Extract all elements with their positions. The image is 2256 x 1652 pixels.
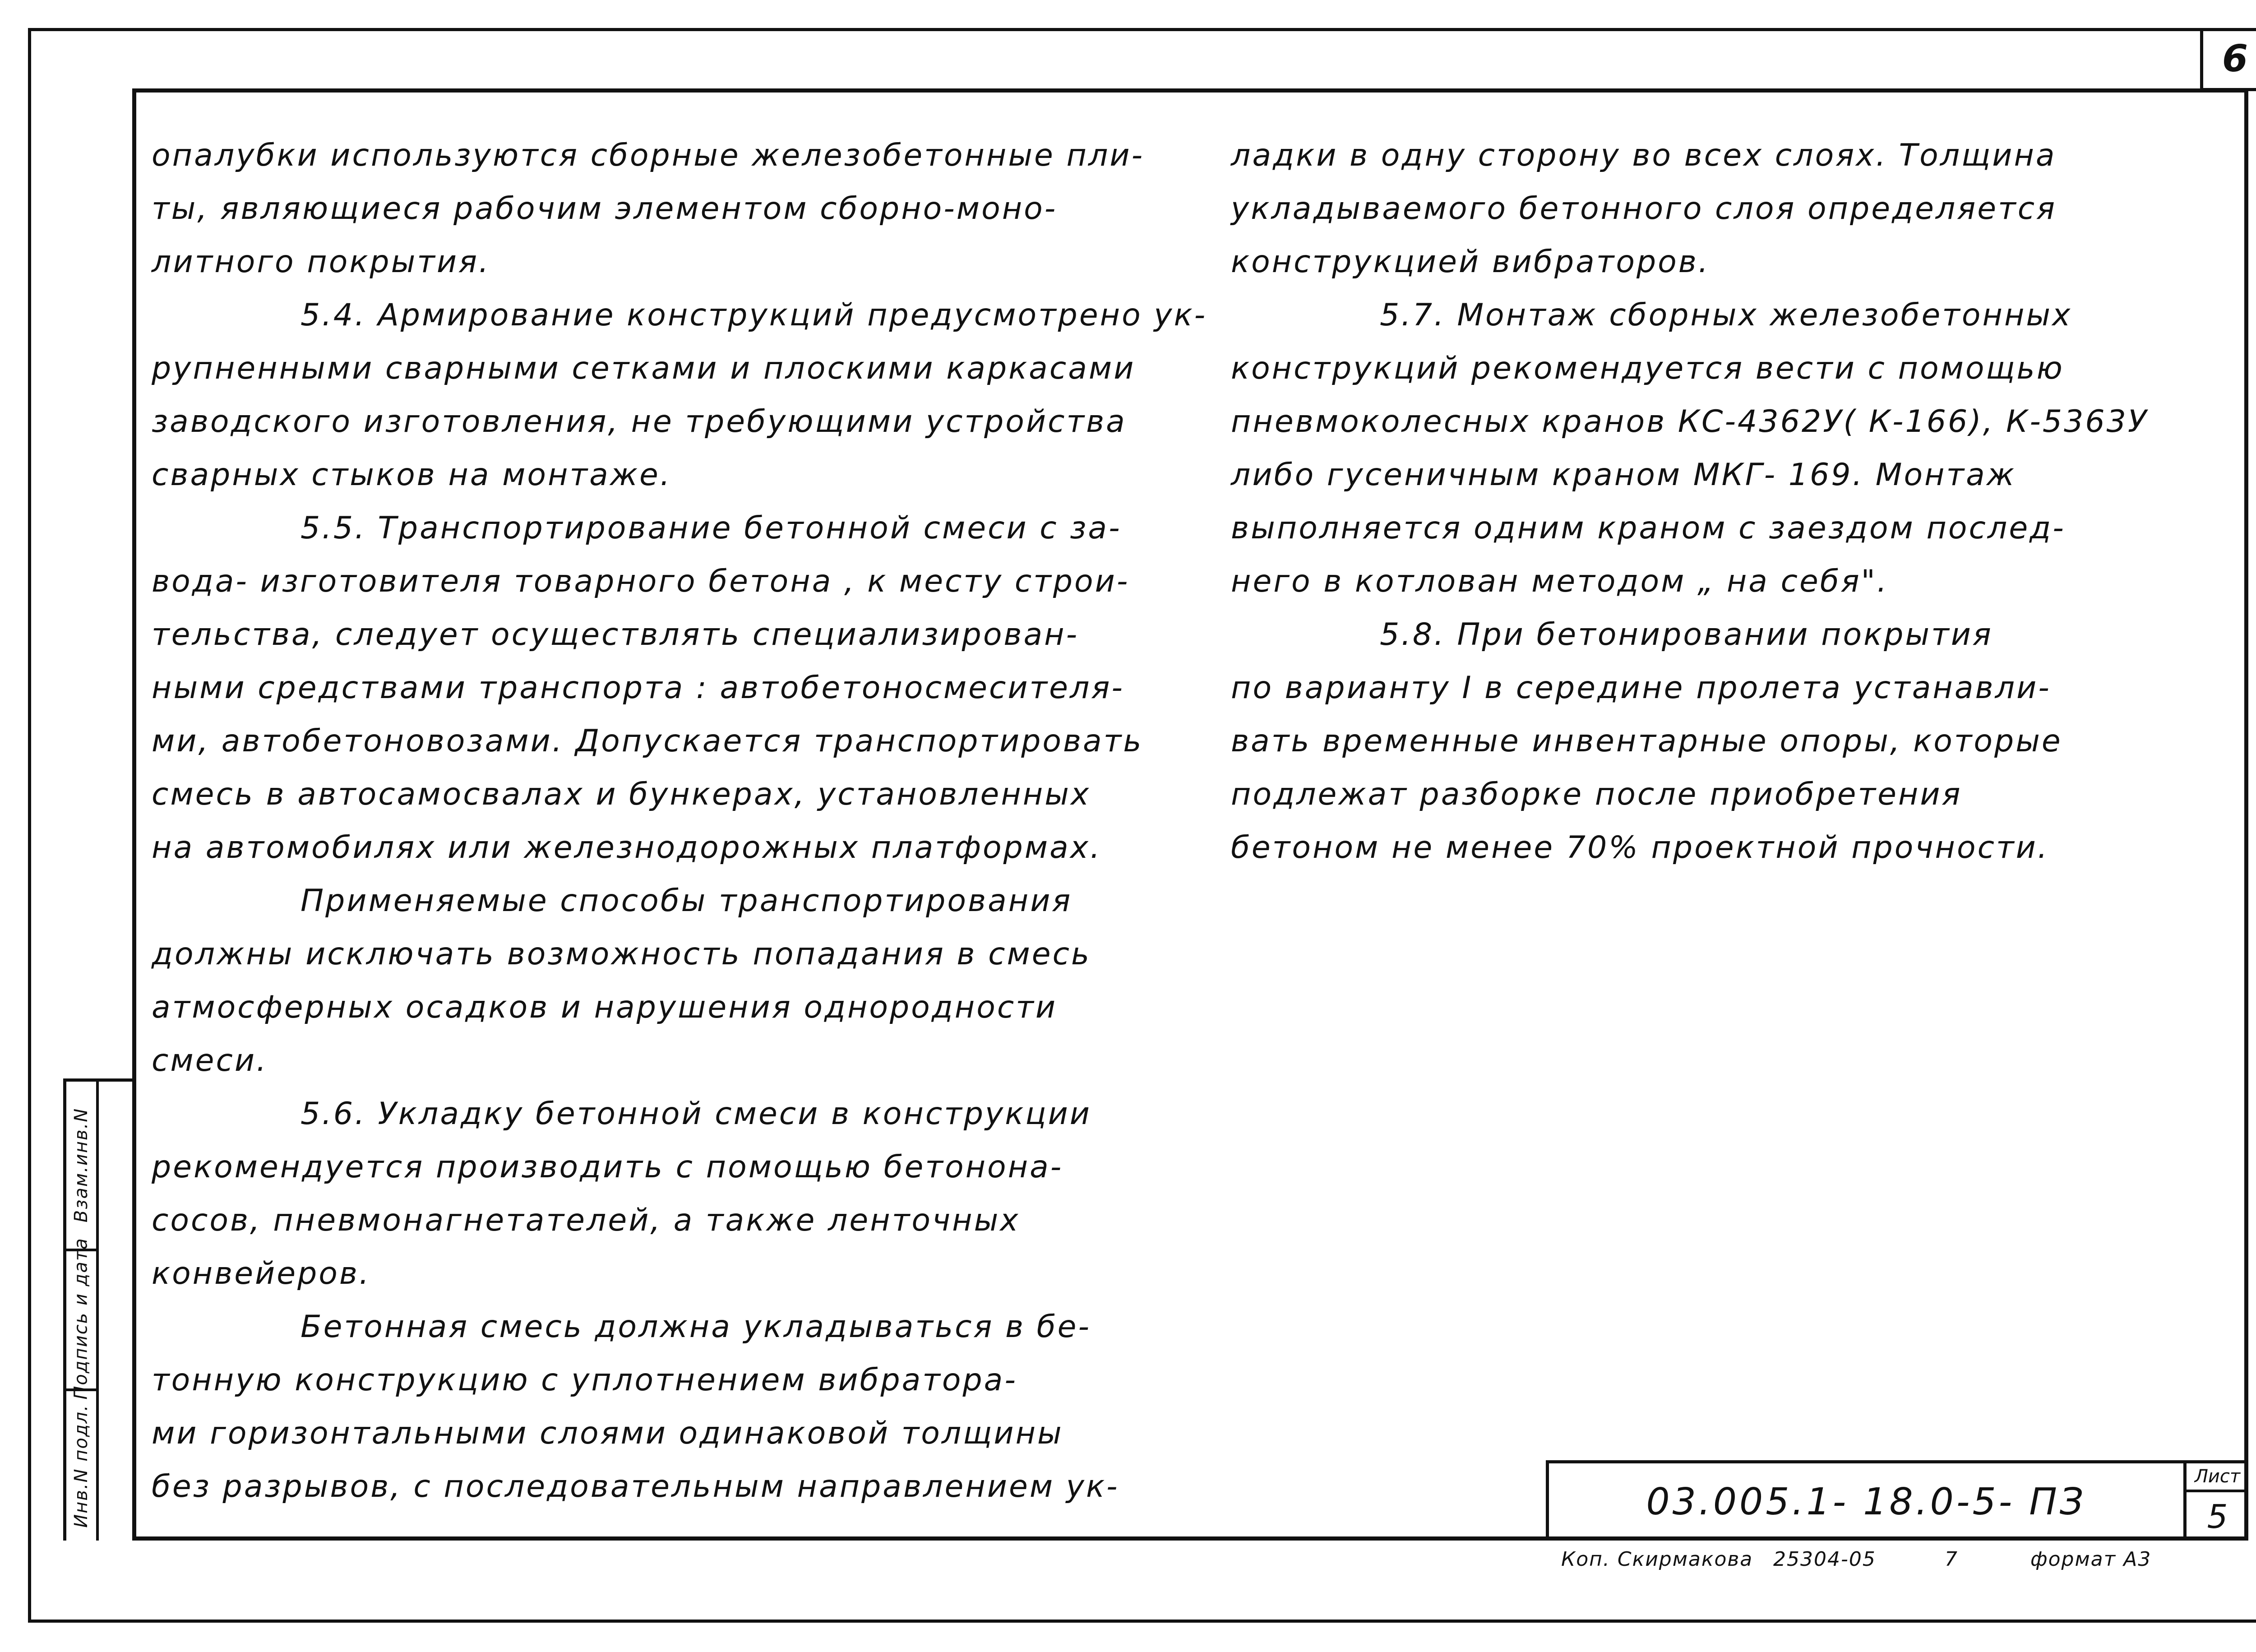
text-line: литного покрытия. xyxy=(152,244,490,280)
text-column-left xyxy=(152,129,1207,1513)
page-number: 6 xyxy=(2200,30,2256,91)
text-line: заводского изготовления, не требующими устройства xyxy=(152,404,1127,440)
text-line: вать временные инвентарные опоры, которые xyxy=(1231,723,2062,759)
text-line: 5.4. Армирование конструкций предусмотрено ук- xyxy=(300,297,1207,333)
side-stamp xyxy=(63,1078,134,1541)
text-line: либо гусеничным краном МКГ- 169. Монтаж xyxy=(1231,457,2016,493)
text-line: 5.8. При бетонировании покрытия xyxy=(1380,617,1993,652)
sheet-label: Лист xyxy=(2187,1463,2248,1492)
text-line: ты, являющиеся рабочим элементом сборно-моно- xyxy=(152,191,1058,227)
footer-extra-number: 7 xyxy=(1945,1548,1958,1571)
text-line: сварных стыков на монтаже. xyxy=(152,457,672,493)
document-code: 03.005.1- 18.0-5- ПЗ xyxy=(1646,1481,2086,1523)
text-line: конструкцией вибраторов. xyxy=(1231,244,1710,280)
stamp-label-replacement-inv: Взам.инв.N xyxy=(71,1107,92,1223)
title-block xyxy=(1546,1460,2248,1541)
text-line: подлежат разборке после приобретения xyxy=(1231,777,1962,812)
text-line: конструкций рекомендуется вести с помощью xyxy=(1231,351,2064,386)
text-line: атмосферных осадков и нарушения однородности xyxy=(152,990,1058,1025)
text-line: рекомендуется производить с помощью бетонона- xyxy=(152,1149,1063,1185)
footer-order-number: 25304-05 xyxy=(1773,1548,1876,1571)
stamp-label-inv-original: Инв.N подл. xyxy=(71,1404,92,1528)
text-line: без разрывов, с последовательным направлением ук- xyxy=(152,1469,1119,1504)
text-line: ными средствами транспорта : автобетоносмесителя- xyxy=(152,670,1124,706)
text-line: по варианту I в середине пролета устанавли- xyxy=(1231,670,2051,706)
sheet-cell xyxy=(2183,1463,2248,1541)
text-line: на автомобилях или железнодорожных платформах. xyxy=(152,830,1102,865)
stamp-divider xyxy=(96,1082,99,1541)
text-line: ми, автобетоновозами. Допускается транспортировать xyxy=(152,723,1143,759)
text-line: 5.6. Укладку бетонной смеси в конструкции xyxy=(300,1096,1091,1132)
text-line: Бетонная смесь должна укладываться в бе- xyxy=(300,1309,1091,1345)
text-line: конвейеров. xyxy=(152,1256,371,1291)
text-line: тонную конструкцию с уплотнением вибратора- xyxy=(152,1362,1017,1398)
text-line: рупненными сварными сетками и плоскими каркасами xyxy=(152,351,1136,386)
sheet-number: 5 xyxy=(2207,1497,2228,1536)
text-line: 5.5. Транспортирование бетонной смеси с за- xyxy=(300,510,1122,546)
text-line: сосов, пневмонагнетателей, а также ленточных xyxy=(152,1203,1020,1238)
footer-format: формат А3 xyxy=(2030,1548,2152,1571)
text-line: выполняется одним краном с заездом послед- xyxy=(1231,510,2066,546)
text-column-right xyxy=(1231,129,2224,875)
text-line: ладки в одну сторону во всех слоях. Толщина xyxy=(1231,138,2057,173)
text-line: опалубки используются сборные железобетонные пли- xyxy=(152,138,1145,173)
text-line: Применяемые способы транспортирования xyxy=(300,883,1073,919)
stamp-label-signature-date: Подпись и дата xyxy=(71,1237,92,1400)
text-line: вода- изготовителя товарного бетона , к месту строи- xyxy=(152,564,1130,599)
text-line: ми горизонтальными слоями одинаковой толщины xyxy=(152,1416,1063,1451)
text-line: должны исключать возможность попадания в смесь xyxy=(152,936,1091,972)
text-line: него в котлован методом „ на себя". xyxy=(1231,564,1889,599)
text-line: смеси. xyxy=(152,1043,268,1078)
text-line: укладываемого бетонного слоя определяется xyxy=(1231,191,2057,227)
text-line: 5.7. Монтаж сборных железобетонных xyxy=(1380,297,2072,333)
footer-copied-by: Коп. Скирмакова xyxy=(1561,1548,1753,1571)
text-line: пневмоколесных кранов КС-4362У( К-166), К-5363У xyxy=(1231,404,2149,440)
text-line: тельства, следует осуществлять специализирован- xyxy=(152,617,1079,652)
text-line: смесь в автосамосвалах и бункерах, установленных xyxy=(152,777,1091,812)
text-line: бетоном не менее 70% проектной прочности. xyxy=(1231,830,2049,865)
